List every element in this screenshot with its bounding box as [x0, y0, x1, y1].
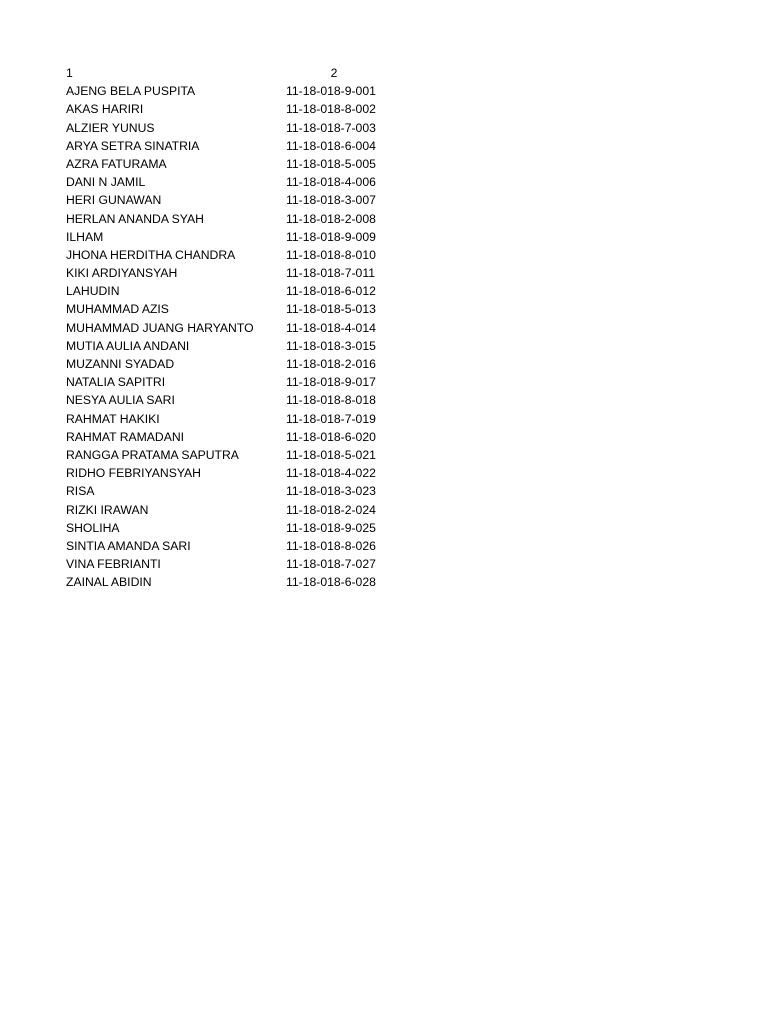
student-id-cell: 11-18-018-5-013 [286, 302, 376, 317]
table-row [66, 228, 396, 246]
student-name-cell: RISA [66, 484, 95, 499]
table-row [66, 573, 396, 591]
table-row [66, 210, 396, 228]
student-id-cell: 11-18-018-2-024 [286, 502, 376, 517]
student-id-cell: 11-18-018-3-023 [286, 484, 376, 499]
column-header-1: 1 [66, 66, 73, 80]
student-id-cell: 11-18-018-8-010 [286, 247, 376, 262]
student-name-cell: SINTIA AMANDA SARI [66, 538, 191, 553]
student-name-cell: ARYA SETRA SINATRIA [66, 138, 200, 153]
table-row [66, 501, 396, 519]
student-name-cell: RAHMAT RAMADANI [66, 429, 185, 444]
student-name-cell: JHONA HERDITHA CHANDRA [66, 247, 236, 262]
student-name-cell: NESYA AULIA SARI [66, 393, 175, 408]
student-name-cell: AKAS HARIRI [66, 102, 144, 117]
student-id-cell: 11-18-018-7-019 [286, 411, 376, 426]
student-id-cell: 11-18-018-8-026 [286, 538, 376, 553]
column-header-2: 2 [330, 66, 338, 80]
table-row [66, 282, 396, 300]
student-name-cell: AJENG BELA PUSPITA [66, 84, 196, 99]
student-id-cell: 11-18-018-3-007 [286, 193, 376, 208]
student-name-cell: RAHMAT HAKIKI [66, 411, 160, 426]
student-name-cell: RIDHO FEBRIYANSYAH [66, 466, 201, 481]
student-id-cell: 11-18-018-4-022 [286, 466, 376, 481]
table-row [66, 119, 396, 137]
student-name-cell: VINA FEBRIANTI [66, 557, 161, 572]
student-id-cell: 11-18-018-2-016 [286, 357, 376, 371]
table-row [66, 537, 396, 555]
student-name-cell: KIKI ARDIYANSYAH [66, 266, 178, 281]
table-header-row [66, 64, 396, 82]
student-id-cell: 11-18-018-9-025 [286, 520, 376, 535]
table-row [66, 264, 396, 282]
student-id-cell: 11-18-018-4-006 [286, 175, 376, 190]
student-name-cell: NATALIA SAPITRI [66, 375, 166, 390]
table-row [66, 555, 396, 573]
table-row [66, 319, 396, 337]
student-name-cell: ILHAM [66, 229, 104, 244]
student-id-cell: 11-18-018-6-020 [286, 429, 376, 444]
student-id-cell: 11-18-018-2-008 [286, 211, 376, 226]
table-row [66, 191, 396, 209]
table-row [66, 246, 396, 264]
table-row [66, 82, 396, 100]
student-id-cell: 11-18-018-6-004 [286, 138, 376, 153]
table-row [66, 446, 396, 464]
student-id-cell: 11-18-018-9-017 [286, 375, 376, 390]
student-name-cell: MUHAMMAD JUANG HARYANTO [66, 320, 254, 335]
table-row [66, 100, 396, 118]
student-name-cell: RIZKI IRAWAN [66, 502, 149, 517]
student-name-cell: ALZIER YUNUS [66, 120, 155, 135]
table-row [66, 519, 396, 537]
student-name-cell: DANI N JAMIL [66, 175, 146, 190]
student-id-cell: 11-18-018-8-018 [286, 393, 376, 408]
student-id-cell: 11-18-018-5-005 [286, 156, 376, 171]
student-id-cell: 11-18-018-9-009 [286, 229, 376, 244]
table-row [66, 482, 396, 500]
student-id-cell: 11-18-018-3-015 [286, 338, 376, 353]
table-row [66, 337, 396, 355]
student-name-cell: ZAINAL ABIDIN [66, 575, 152, 590]
student-name-cell: HERI GUNAWAN [66, 193, 162, 208]
student-name-cell: LAHUDIN [66, 284, 120, 299]
student-id-cell: 11-18-018-8-002 [286, 102, 376, 117]
student-name-cell: AZRA FATURAMA [66, 156, 167, 171]
student-name-cell: MUHAMMAD AZIS [66, 302, 169, 317]
student-id-cell: 11-18-018-7-003 [286, 120, 376, 135]
student-id-cell: 11-18-018-5-021 [286, 447, 376, 462]
table-row [66, 137, 396, 155]
table-row [66, 464, 396, 482]
table-row [66, 355, 396, 373]
student-name-cell: MUTIA AULIA ANDANI [66, 338, 190, 353]
student-name-cell: SHOLIHA [66, 520, 120, 535]
student-id-cell: 11-18-018-4-014 [286, 320, 376, 335]
table-row [66, 373, 396, 391]
student-id-cell: 11-18-018-9-001 [286, 84, 376, 99]
student-id-cell: 11-18-018-6-028 [286, 575, 376, 590]
table-row [66, 155, 396, 173]
student-name-cell: MUZANNI SYADAD [66, 357, 175, 371]
table-row [66, 173, 396, 191]
student-id-cell: 11-18-018-6-012 [286, 284, 376, 299]
table-row [66, 428, 396, 446]
student-id-cell: 11-18-018-7-027 [286, 557, 376, 572]
student-list-table [66, 64, 396, 591]
table-row [66, 391, 396, 409]
table-row [66, 410, 396, 428]
table-body [66, 82, 396, 591]
student-name-cell: HERLAN ANANDA SYAH [66, 211, 204, 226]
student-id-cell: 11-18-018-7-011 [286, 266, 375, 281]
table-row [66, 300, 396, 318]
student-name-cell: RANGGA PRATAMA SAPUTRA [66, 447, 239, 462]
